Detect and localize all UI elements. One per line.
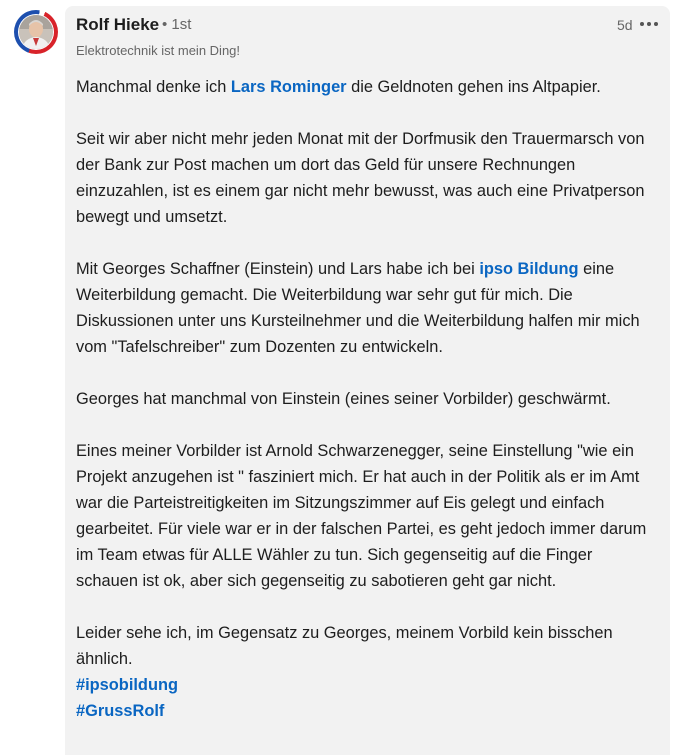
ellipsis-icon bbox=[640, 22, 644, 26]
comment-timestamp: 5d bbox=[617, 17, 633, 33]
paragraph-1: Manchmal denke ich Lars Rominger die Geldnoten gehen ins Altpapier. bbox=[76, 78, 601, 96]
author-avatar[interactable] bbox=[14, 10, 58, 54]
author-headline: Elektrotechnik ist mein Ding! bbox=[76, 43, 241, 58]
avatar-photo bbox=[19, 15, 53, 49]
paragraph-3: Mit Georges Schaffner (Einstein) und Lars habe ich bei ipso Bildung eine Weiterbildung gemacht. Die Weiterbildung war sehr gut für mich. Die Diskussionen unter uns Kursteilnehmer und die Weiterbildung halfen mir mich vom "Tafelschreiber" zum Dozenten zu entwickeln. bbox=[76, 260, 640, 356]
hashtag-link[interactable]: #ipsobildung bbox=[76, 676, 178, 694]
author-name[interactable]: Rolf Hieke bbox=[76, 15, 160, 34]
paragraph-2: Seit wir aber nicht mehr jeden Monat mit der Dorfmusik den Trauermarsch von der Bank zur Post machen um dort das Geld für unsere Rechnungen einzuzahlen, ist es einem gar nicht mehr bewusst, was auch eine Privatperson bewegt und umsetzt. bbox=[76, 130, 645, 226]
comment-body bbox=[76, 74, 656, 724]
mention-link[interactable]: ipso Bildung bbox=[479, 260, 579, 278]
paragraph-5: Eines meiner Vorbilder ist Arnold Schwarzenegger, seine Einstellung "wie ein Projekt anzugehen ist " fasziniert mich. Er hat auch in der Politik als er im Amt war die Parteistreitigkeiten im Sitzungszimmer auf Eis gelegt und einfach gearbeitet. Für viele war er in der falschen Partei, es geht jedoch immer darum im Team etwas für ALLE Wähler zu tun. Sich gegenseitig auf die Finger schauen ist ok, aber sich gegenseitig zu sabotieren geht gar nicht. bbox=[76, 442, 647, 590]
paragraph-6: Leider sehe ich, im Gegensatz zu Georges, meinem Vorbild kein bisschen ähnlich. bbox=[76, 624, 613, 668]
hashtag-link[interactable]: #GrussRolf bbox=[76, 702, 165, 720]
person-photo-icon bbox=[19, 15, 53, 49]
more-options-button[interactable] bbox=[640, 17, 660, 31]
paragraph-4: Georges hat manchmal von Einstein (eines seiner Vorbilder) geschwärmt. bbox=[76, 390, 611, 408]
connection-degree: • 1st bbox=[162, 16, 192, 33]
mention-link[interactable]: Lars Rominger bbox=[230, 78, 347, 96]
